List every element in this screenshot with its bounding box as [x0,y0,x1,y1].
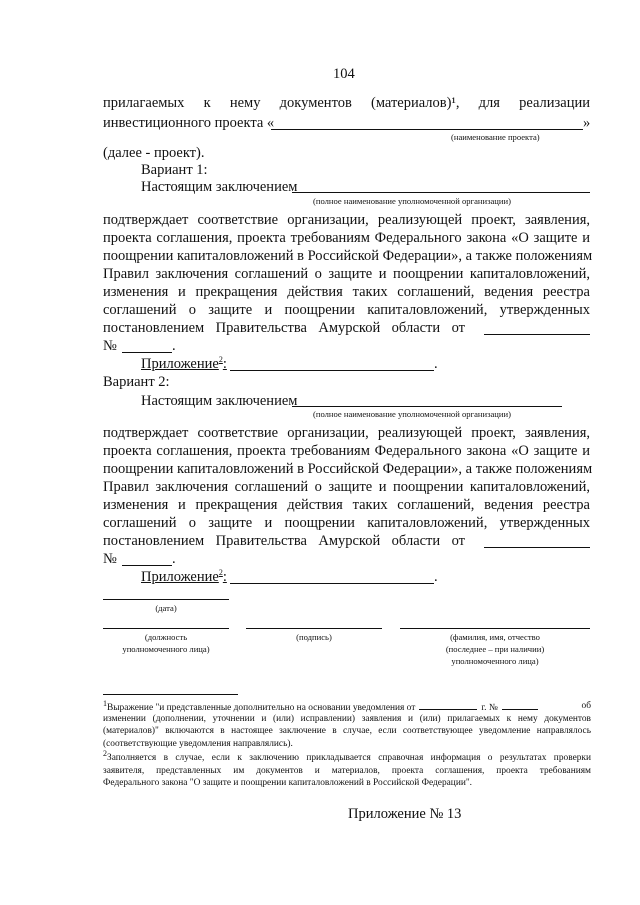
word: прилагаемых [103,95,185,111]
intro-line-2-suffix: » [583,115,591,131]
name-caption-1: (фамилия, имя, отчество [450,632,540,642]
variant2-body-line: Правил заключения соглашений о защите и поощрении капиталовложений, [103,479,590,495]
variant2-org-caption: (полное наименование уполномоченной организации) [313,409,511,419]
footnote-mark: 1 [103,698,107,708]
variant1-body-line: поощрении капиталовложений в Российской Федерации», а также положениям [103,248,593,264]
word: для [478,95,500,111]
project-name-caption: (наименование проекта) [451,132,540,142]
variant1-body-line: Правил заключения соглашений о защите и поощрении капиталовложений, [103,266,590,282]
variant1-attachment [141,356,227,372]
position-line [103,628,229,629]
next-appendix-heading: Приложение № 13 [348,806,462,822]
position-caption-1: (должность [144,632,188,642]
footnote-ref: 2 [218,355,223,365]
footnote-1-line-2: изменении (дополнении, уточнении и (или) исправлении) заявления и (или) прилагаемых к нему документов [103,714,591,724]
footnote-blank-number [502,700,538,710]
name-line [400,628,590,629]
variant1-org-line [292,192,590,193]
variant1-attachment-dot: . [434,356,438,372]
variant1-date-line [484,334,590,335]
name-caption-2: (последнее – при наличии) [445,644,545,654]
variant1-body-line: соглашений о защите и поощрении капиталовложений, утвержденных [103,302,590,318]
intro-line-2-prefix: инвестиционного проекта « [103,115,275,131]
variant2-number-line [122,565,172,566]
variant2-body-line: подтверждает соответствие организации, реализующей проект, заявления, [103,425,590,441]
word: (материалов)¹, [371,95,460,111]
word: к [203,95,211,111]
signature-line [246,628,382,629]
attachment-label: Приложение [141,569,219,585]
name-caption-3: уполномоченного лица) [451,656,539,666]
variant2-date-line [484,547,590,548]
footnote-separator [103,694,238,695]
variant1-body-line: постановлением Правительства Амурской области от [103,320,465,336]
variant2-attachment [141,569,227,585]
variant2-attachment-dot: . [434,569,438,585]
variant2-number-prefix: № [103,551,117,567]
variant2-body-line: соглашений о защите и поощрении капиталовложений, утвержденных [103,515,590,531]
footnote-text: Выражение "и представленные дополнительно на основании уведомления от [107,703,416,713]
variant2-attachment-line [230,583,434,584]
footnote-2-line-1 [103,748,591,765]
variant1-body-line: подтверждает соответствие организации, реализующей проект, заявления, [103,212,590,228]
variant2-number-dot: . [172,551,176,567]
intro-line-3: (далее - проект). [103,145,205,161]
footnote-mark: 2 [103,748,107,758]
footnote-2-line-3: Федерального закона "О защите и поощрении капиталовложений в Российской Федерации". [103,778,473,788]
variant1-attachment-line [230,370,434,371]
word: реализации [519,95,590,111]
variant1-body-line: проекта соглашения, проекта требованиям Федерального закона «О защите и [103,230,590,246]
date-line [103,599,229,600]
word: документов [279,95,352,111]
variant2-body-line: проекта соглашения, проекта требованиям Федерального закона «О защите и [103,443,590,459]
variant2-body-line: постановлением Правительства Амурской области от [103,533,465,549]
footnote-1-line-4: (соответствующие уведомления направлялись). [103,739,293,749]
footnote-ref: 2 [218,568,223,578]
page-number: 104 [333,66,355,82]
variant2-org-line [292,406,562,407]
footnote-2-line-2: заявителя, представленных им документов и материалов, проекта соглашения, проекта требованиям [103,766,591,776]
footnote-1-line-3: (материалов)" включаются в настоящее заключение в случае, если соответствующее уведомление направлялось [103,726,591,736]
variant2-body-line: поощрении капиталовложений в Российской Федерации», а также положениям [103,461,593,477]
attachment-colon: : [222,356,227,372]
word: нему [229,95,261,111]
variant1-heading: Вариант 1: [141,162,208,178]
footnote-text: г. № [481,703,498,713]
attachment-label: Приложение [141,356,219,372]
variant2-lead: Настоящим заключением [141,393,298,409]
variant1-number-line [122,352,172,353]
signature-caption: (подпись) [296,632,332,642]
project-name-line [271,129,583,130]
intro-line-1 [103,95,590,111]
variant1-body-line: изменения и прекращения действия таких соглашений, ведения реестра [103,284,590,300]
footnote-text: Заполняется в случае, если к заключению прикладывается справочная информация о результатах проверки [107,753,591,763]
variant1-number-dot: . [172,338,176,354]
variant1-lead: Настоящим заключением [141,179,298,195]
variant1-org-caption: (полное наименование уполномоченной организации) [313,196,511,206]
variant2-body-line: изменения и прекращения действия таких соглашений, ведения реестра [103,497,590,513]
variant1-number-prefix: № [103,338,117,354]
attachment-colon: : [222,569,227,585]
variant2-heading: Вариант 2: [103,374,170,390]
position-caption-2: уполномоченного лица) [122,644,210,654]
date-caption: (дата) [155,603,177,613]
footnote-blank-date [419,700,477,710]
footnote-text: об [581,701,591,711]
